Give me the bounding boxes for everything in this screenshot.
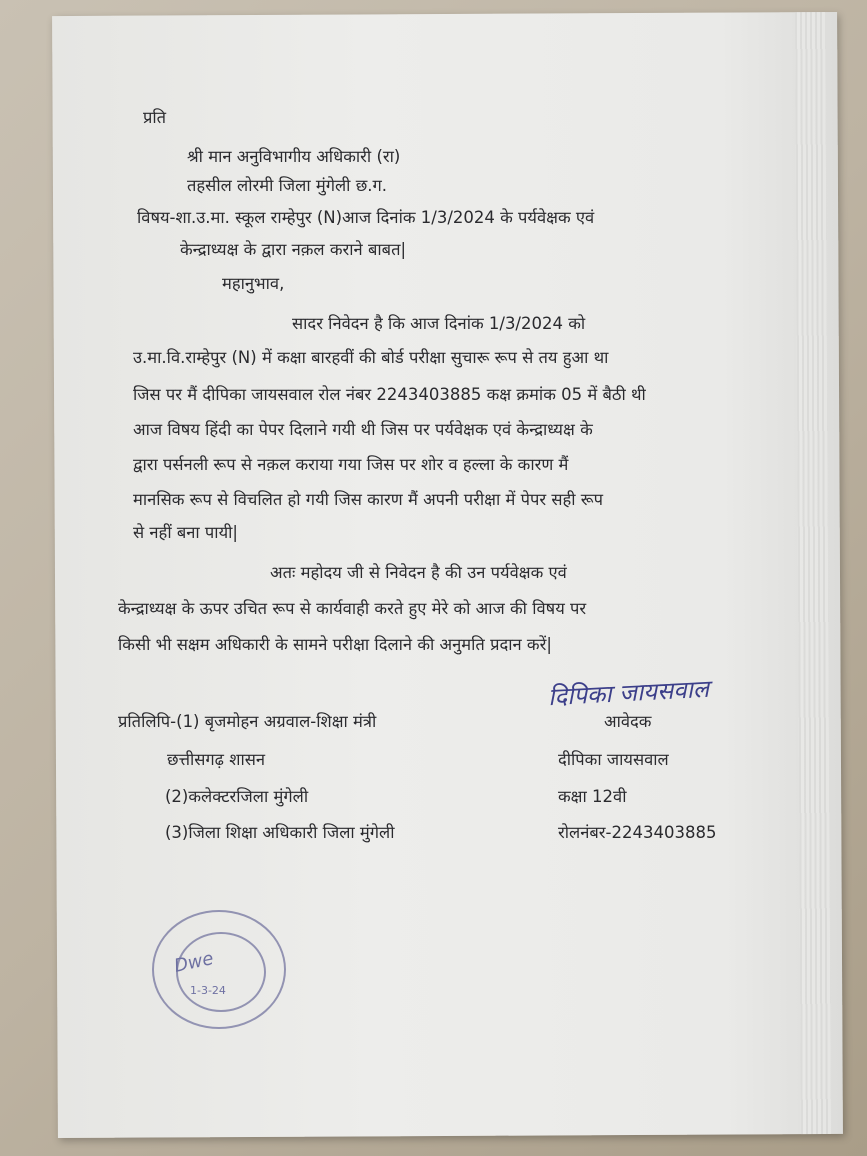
body-line: अतः महोदय जी से निवेदन है की उन पर्यवेक्षक एवं: [270, 563, 567, 582]
addressee-line: श्री मान अनुविभागीय अधिकारी (रा): [187, 147, 401, 166]
handwritten-signature: दिपिका जायसवाल: [547, 674, 710, 712]
paper-edge: [795, 12, 831, 1134]
body-line: सादर निवेदन है कि आज दिनांक 1/3/2024 को: [292, 314, 586, 333]
applicant-name: दीपिका जायसवाल: [558, 750, 669, 769]
stamp-initials: Dwe: [172, 948, 216, 977]
applicant-label: आवेदक: [604, 712, 652, 731]
subject-line: विषय-शा.उ.मा. स्कूल राम्हेपुर (N)आज दिनांक 1/3/2024 के पर्यवेक्षक एवं: [137, 208, 595, 227]
body-line: जिस पर मैं दीपिका जायसवाल रोल नंबर 2243403885 कक्ष क्रमांक 05 में बैठी थी: [133, 385, 646, 404]
official-stamp: [152, 910, 286, 1029]
body-line: द्वारा पर्सनली रूप से नक़ल कराया गया जिस पर शोर व हल्ला के कारण मैं: [133, 455, 569, 474]
applicant-roll: रोलनंबर-2243403885: [558, 823, 717, 842]
body-line: आज विषय हिंदी का पेपर दिलाने गयी थी जिस पर पर्यवेक्षक एवं केन्द्राध्यक्ष के: [133, 420, 593, 439]
copy-to-line: (3)जिला शिक्षा अधिकारी जिला मुंगेली: [165, 823, 395, 842]
salutation: महानुभाव,: [222, 274, 285, 293]
body-line: उ.मा.वि.राम्हेपुर (N) में कक्षा बारहवीं की बोर्ड परीक्षा सुचारू रूप से तय हुआ था: [133, 348, 609, 367]
copy-to-line: (2)कलेक्टरजिला मुंगेली: [165, 787, 309, 806]
subject-line: केन्द्राध्यक्ष के द्वारा नक़ल कराने बाबत|: [180, 240, 407, 259]
to-label: प्रति: [143, 108, 167, 127]
addressee-line: तहसील लोरमी जिला मुंगेली छ.ग.: [187, 176, 388, 195]
stamp-date: 1-3-24: [190, 984, 226, 997]
copy-to-line: प्रतिलिपि-(1) बृजमोहन अग्रवाल-शिक्षा मंत्री: [118, 712, 377, 731]
body-line: मानसिक रूप से विचलित हो गयी जिस कारण मैं अपनी परीक्षा में पेपर सही रूप: [133, 490, 603, 509]
body-line: केन्द्राध्यक्ष के ऊपर उचित रूप से कार्यवाही करते हुए मेरे को आज की विषय पर: [118, 599, 587, 618]
applicant-class: कक्षा 12वी: [558, 787, 627, 806]
body-line: किसी भी सक्षम अधिकारी के सामने परीक्षा दिलाने की अनुमति प्रदान करें|: [118, 635, 552, 654]
copy-to-line: छत्तीसगढ़ शासन: [167, 750, 266, 769]
body-line: से नहीं बना पायी|: [133, 523, 238, 542]
